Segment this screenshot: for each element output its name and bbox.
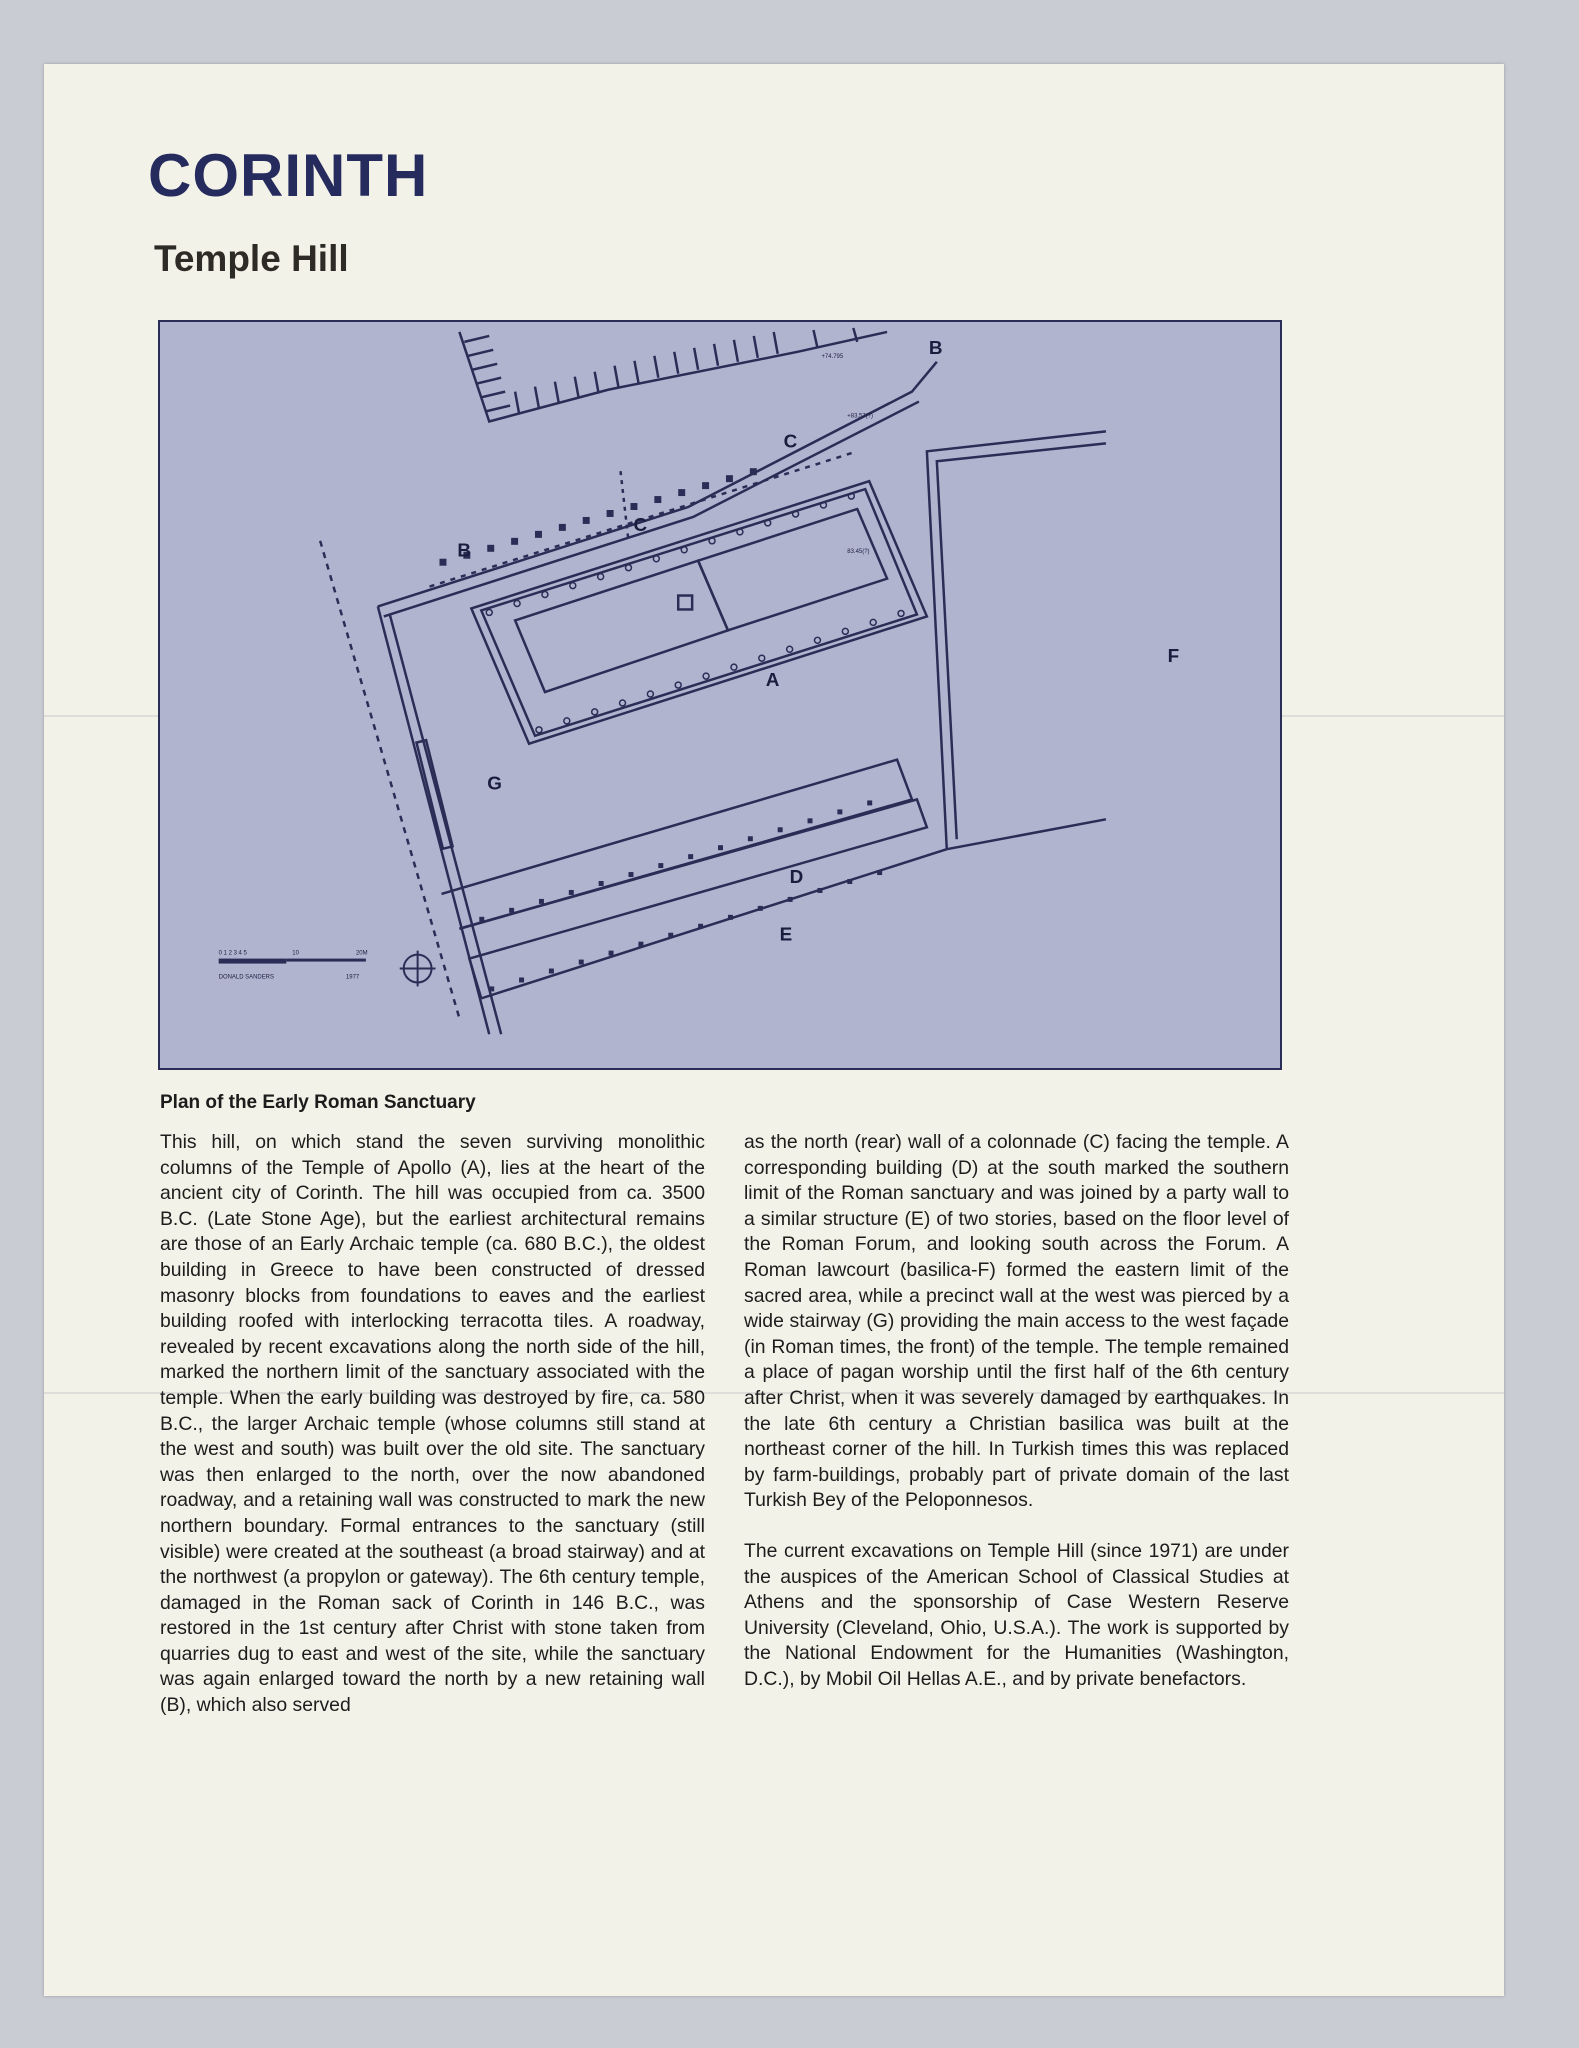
dashed-drain-line [621, 471, 629, 541]
sanctuary-plan [158, 320, 1282, 1070]
scale-mid-label: 10 [292, 950, 299, 957]
north-rooms-wall [459, 332, 887, 422]
elevation-label-2: +83.57(?) [847, 413, 873, 420]
elevation-label-3: 83.45(?) [847, 548, 870, 555]
west-precinct-wall-inner [390, 614, 501, 1034]
south-building-d [441, 760, 911, 929]
temple-a-columns [486, 493, 904, 733]
scale-end-label: 20M [355, 950, 368, 957]
plan-label-b-east: B [928, 337, 943, 359]
paragraph-excavations: The current excavations on Temple Hill (since 1971) are under the auspices of the American School of Classical Studies at Athens and the sponsorship of Case Western Reserve University (Cleveland, Ohio, U.S.A.). The work is supported by the National Endowment for the Humanities (Washington, D.C.), by Mobil Oil Hellas A.E., and by private benefactors. [744, 1539, 1289, 1690]
north-wall-b [378, 362, 937, 607]
page-subtitle: Temple Hill [154, 238, 349, 279]
dashed-road-line [320, 541, 459, 1018]
plan-drawing [160, 322, 1280, 1068]
plan-label-d: D [789, 866, 804, 888]
plan-label-c-east: C [783, 431, 798, 453]
temple-a-inner [481, 489, 917, 736]
plan-linework [320, 328, 1106, 1034]
text-column-right [744, 1130, 1289, 1717]
plan-label-c-west: C [633, 514, 648, 536]
south-wall [481, 849, 947, 998]
paragraph-history: This hill, on which stand the seven surviving monolithic columns of the Temple of Apollo (A), lies at the heart of the ancient city of Corinth. The hill was occupied from ca. 3500 B.C. (Late Stone Age), but the earliest architectural remains are those of an Early Archaic temple (ca. 680 B.C.), the oldest building in Greece to have been constructed of dressed masonry blocks from foundations to eaves and the earliest building roofed with interlocking terracotta tiles. A roadway, revealed by recent excavations along the north side of the hill, marked the northern limit of the sanctuary associated with the temple. When the early building was destroyed by fire, ca. 580 B.C., the larger Archaic temple (whose columns still stand at the west and south) was built over the old site. The sanctuary was then enlarged to the north, over the now abandoned roadway, and a retaining wall was constructed to mark the new northern boundary. Formal entrances to the sanctuary (still visible) were created at the southeast (a broad stairway) and at the northwest (a propylon or gateway). The 6th century temple, damaged in the Roman sack of Corinth in 146 B.C., was restored in the 1st century after Christ with stone taken from quarries dug to east and west of the site, while the sanctuary was again enlarged toward the north by a new retaining wall (B), which also served [160, 1131, 705, 1717]
south-building-e [459, 799, 926, 998]
north-room-dividers [464, 328, 857, 414]
south-colonnade-columns [479, 800, 882, 991]
year-label: 1977 [346, 974, 360, 981]
plan-label-b-west: B [457, 540, 472, 562]
paragraph-roman-sanctuary: as the north (rear) wall of a colonnade (C) facing the temple. A corresponding building (D) at the south marked the southern limit of the Roman sanctuary and was joined by a party wall to a similar structure (E) of two stories, based on the floor level of the Roman Forum, and looking south across the Forum. A Roman lawcourt (basilica-F) formed the eastern limit of the sacred area, while a precinct wall at the west was pierced by a wide stairway (G) providing the main access to the west façade (in Roman times, the front) of the temple. The temple remained a place of pagan worship until the first half of the 6th century after Christ, when it was severely damaged by earthquakes. In the late 6th century a Christian basilica was built at the northeast corner of the hill. In Turkish times this was replaced by farm-buildings, probably part of private domain of the last Turkish Bey of the Peloponnesos. [744, 1131, 1289, 1512]
plan-label-g: G [487, 773, 502, 795]
colonnade-c-piers [440, 468, 757, 565]
plan-label-f: F [1167, 646, 1180, 668]
credit-label: DONALD SANDERS [218, 974, 274, 981]
scale-start-label: 0 1 2 3 4 5 [218, 950, 247, 957]
scale-bar [219, 959, 366, 964]
temple-a-cella-west [515, 561, 728, 692]
north-arrow-icon [400, 951, 436, 987]
east-basilica-f-south [947, 819, 1106, 849]
elevation-label-1: +74.795 [821, 353, 844, 360]
plan-label-a: A [765, 670, 780, 692]
plan-caption: Plan of the Early Roman Sanctuary [160, 1092, 476, 1113]
text-column-left [160, 1130, 705, 1744]
page-title: CORINTH [148, 142, 429, 209]
plan-label-e: E [779, 924, 793, 946]
east-basilica-f-wall-inner [937, 443, 1106, 839]
temple-a-base [678, 596, 692, 610]
north-wall-b-inner [384, 402, 919, 617]
